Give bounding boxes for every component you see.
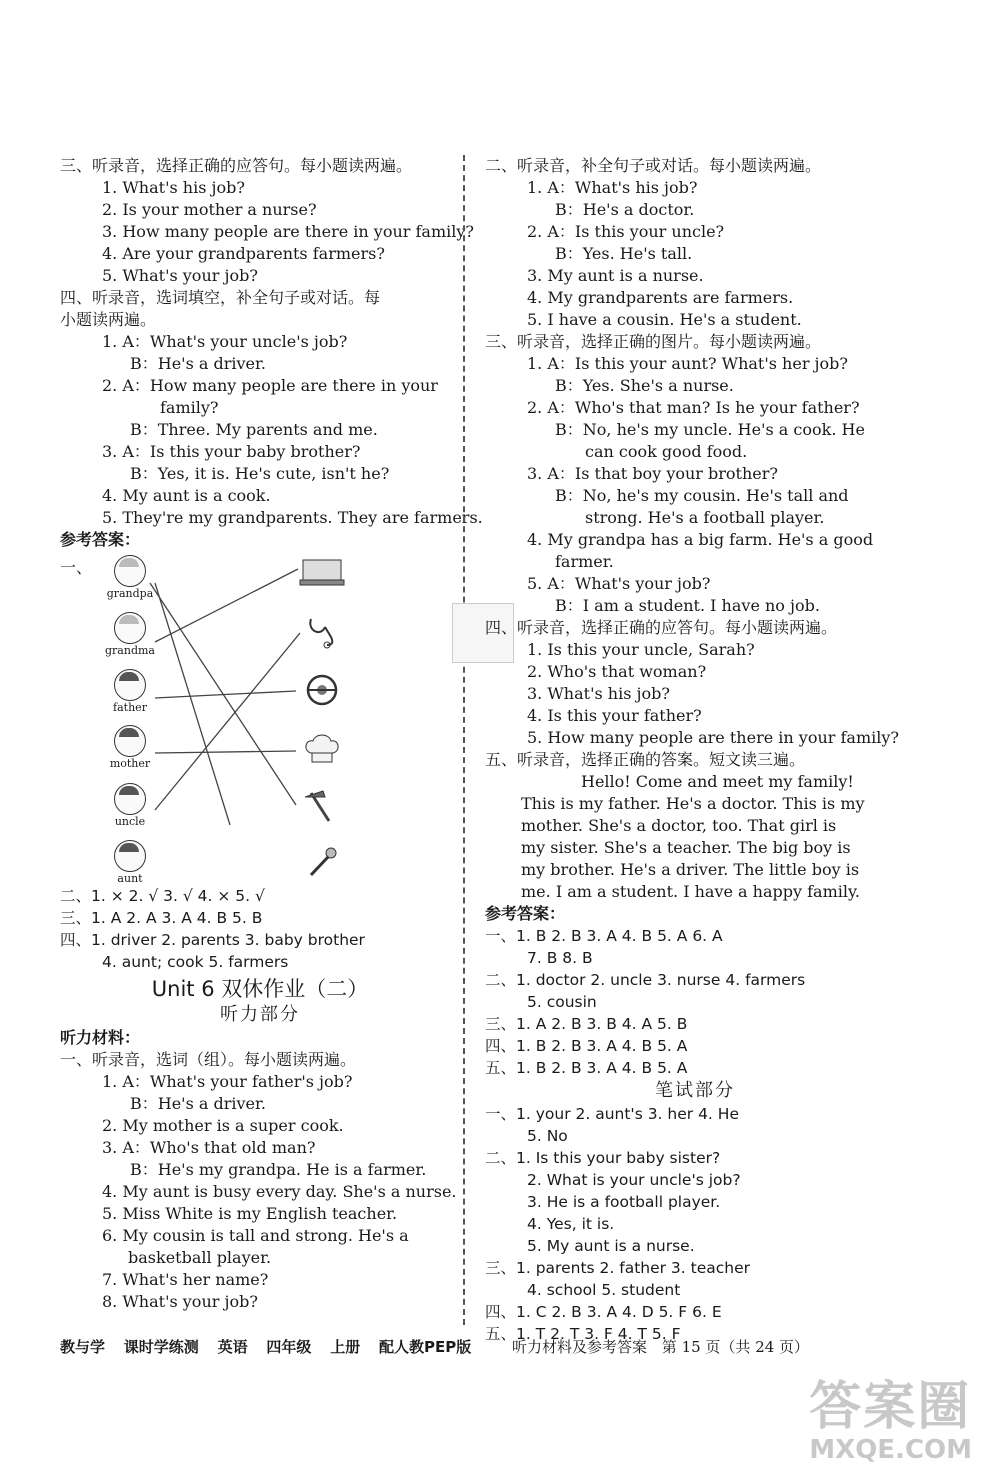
written-answer-1: 一、1. your 2. aunt's 3. her 4. He [485,1105,739,1123]
list-item: can cook good food. [585,442,748,461]
list-item: 5. I have a cousin. He's a student. [527,310,802,329]
list-item: 4. My aunt is a cook. [102,486,271,505]
page-footer [60,1336,910,1358]
answer-4-cont: 4. aunt; cook 5. farmers [102,953,289,971]
matching-diagram [60,555,460,885]
matching-item-mark: 一、 [60,558,93,577]
list-item: B：No, he's my cousin. He's tall and [555,486,849,505]
section-4-title: 四、听录音，选词填空，补全句子或对话。每 [60,288,381,307]
person-aunt [100,840,160,885]
grandma-face-icon [114,612,146,644]
list-item: B：Three. My parents and me. [130,420,378,439]
list-item: 2. What is your uncle's job? [527,1171,741,1189]
list-item: B：Yes. She's a nurse. [555,376,734,395]
answer-2: 二、1. doctor 2. uncle 3. nurse 4. farmers [485,971,806,989]
list-item: B：He's a doctor. [555,200,695,219]
written-answer-5: 五、1. T 2. T 3. F 4. T 5. F [485,1325,681,1343]
person-label: uncle [114,815,146,828]
written-answer-1-cont: 5. No [527,1127,568,1145]
list-item: 2. A：How many people are there in your [102,376,438,395]
watermark [809,1379,972,1465]
list-item: 2. Is your mother a nurse? [102,200,317,219]
list-item: B：He's a driver. [130,354,266,373]
list-item: 1. Is this your uncle, Sarah? [527,640,755,659]
answer-3: 三、1. A 2. B 3. B 4. A 5. B [485,1015,688,1033]
person-label: mother [109,757,151,770]
list-item: 2. A：Is this your uncle? [527,222,725,241]
footer-volume: 上册 [330,1338,361,1356]
list-item: B：He's a driver. [130,1094,266,1113]
list-item: B：He's my grandpa. He is a farmer. [130,1160,427,1179]
written-answer-4: 四、1. C 2. B 3. A 4. D 5. F 6. E [485,1303,722,1321]
unit-title: Unit 6 双休作业（二） [151,977,369,1001]
hoe-icon [298,789,346,823]
list-item: 8. What's your job? [102,1292,258,1311]
answer-4: 四、1. driver 2. parents 3. baby brother [60,931,365,949]
answer-2: 二、1. × 2. √ 3. √ 4. × 5. √ [60,887,265,905]
person-grandpa [100,555,160,600]
answer-1: 一、1. B 2. B 3. A 4. B 5. A 6. A [485,927,723,945]
column-divider [463,155,465,1325]
person-label: aunt [117,872,143,885]
list-item: 4. Are your grandparents farmers? [102,244,385,263]
person-grandma [100,612,160,657]
person-father [100,669,160,714]
watermark-text: 答案圈 [809,1377,972,1437]
section-3-title: 三、听录音，选择正确的应答句。每小题读两遍。 [60,156,413,175]
list-item: 3. My aunt is a nurse. [527,266,704,285]
list-item: B：Yes. He's tall. [555,244,693,263]
answer-4: 四、1. B 2. B 3. A 4. B 5. A [485,1037,688,1055]
footer-subject: 英语 [217,1338,248,1356]
footer-series: 课时学练测 [123,1338,199,1356]
answer-heading: 参考答案： [485,904,566,923]
list-item: 5. What's your job? [102,266,258,285]
list-item: 4. My grandpa has a big farm. He's a good [527,530,874,549]
steering-wheel-icon [298,673,346,707]
person-mother [100,725,160,770]
father-face-icon [114,669,146,701]
list-item: 6. My cousin is tall and strong. He's a [102,1226,409,1245]
stethoscope-icon [298,615,346,649]
section-4-title-cont: 小题读两遍。 [60,310,157,329]
list-item: 1. A：What's your father's job? [102,1072,353,1091]
list-item: B：I am a student. I have no job. [555,596,820,615]
chef-hat-icon [298,731,346,765]
list-item: B：Yes, it is. He's cute, isn't he? [130,464,390,483]
person-label: grandpa [106,587,154,600]
material-heading: 听力材料： [60,1028,141,1047]
list-item: strong. He's a football player. [585,508,825,527]
written-part-title: 笔试部分 [655,1080,735,1101]
microphone-icon [298,845,346,879]
list-item: basketball player. [128,1248,272,1267]
list-item: farmer. [555,552,614,571]
list-item: 4. Yes, it is. [527,1215,615,1233]
matching-lines [60,555,460,885]
list-item: 5. How many people are there in your family? [527,728,899,747]
list-item: 4. Is this your father? [527,706,702,725]
answer-1-cont: 7. B 8. B [527,949,593,967]
list-item: 3. How many people are there in your family? [102,222,474,241]
list-item: 3. What's his job? [527,684,670,703]
right-column [485,155,905,1345]
list-item: 1. A：What's his job? [527,178,698,197]
written-answer-2: 二、1. Is this your baby sister? [485,1149,721,1167]
person-uncle [100,783,160,828]
list-item: 5. A：What's your job? [527,574,711,593]
section-1-title: 一、听录音，选词（组）。每小题读两遍。 [60,1050,357,1069]
list-item: 2. A：Who's that man? Is he your father? [527,398,860,417]
footer-page-number: 第 15 页（共 24 页） [661,1338,810,1356]
list-item: 1. A：What's your uncle's job? [102,332,348,351]
footer-grade: 四年级 [266,1338,312,1356]
computer-icon [298,555,346,589]
written-answer-3-cont: 4. school 5. student [527,1281,681,1299]
list-item: 1. What's his job? [102,178,245,197]
list-item: 3. He is a football player. [527,1193,721,1211]
list-item: 2. Who's that woman? [527,662,707,681]
listening-part-title: 听力部分 [220,1004,300,1025]
written-answer-3: 三、1. parents 2. father 3. teacher [485,1259,751,1277]
section-4-title: 四、听录音，选择正确的应答句。每小题读两遍。 [485,618,838,637]
person-label: father [113,701,147,714]
list-item: 4. My grandparents are farmers. [527,288,794,307]
list-item: 5. My aunt is a nurse. [527,1237,695,1255]
list-item: 3. A：Is that boy your brother? [527,464,778,483]
footer-brand: 教与学 [60,1338,106,1356]
grandpa-face-icon [114,555,146,587]
list-item: 5. They're my grandparents. They are farmers. [102,508,483,527]
section-3-title: 三、听录音，选择正确的图片。每小题读两遍。 [485,332,822,351]
answer-3: 三、1. A 2. A 3. A 4. B 5. B [60,909,263,927]
list-item: 4. My aunt is busy every day. She's a nurse. [102,1182,457,1201]
left-column [60,155,483,1313]
list-item: 5. Miss White is my English teacher. [102,1204,398,1223]
list-item: B：No, he's my uncle. He's a cook. He [555,420,865,439]
list-item: 2. My mother is a super cook. [102,1116,344,1135]
section-2-title: 二、听录音，补全句子或对话。每小题读两遍。 [485,156,822,175]
answer-5: 五、1. B 2. B 3. A 4. B 5. A [485,1059,688,1077]
list-item: 1. A：Is this your aunt? What's her job? [527,354,848,373]
mother-face-icon [114,725,146,757]
list-item: 3. A：Is this your baby brother? [102,442,361,461]
list-item: family? [160,398,219,417]
footer-section: 听力材料及参考答案 [512,1338,648,1356]
list-item: 3. A：Who's that old man? [102,1138,316,1157]
person-label: grandma [105,644,155,657]
section-5-title: 五、听录音，选择正确的答案。短文读三遍。 [485,750,806,769]
passage: Hello! Come and meet my family! This is my father. He's a doctor. This is my mother. She's a doctor, too. That girl is my sister. She's a teacher. The big boy is my brother. He's a driver. The little boy is me. I am a student. I have a happy family. [521,772,865,901]
watermark-url: MXQE.COM [809,1435,972,1465]
footer-edition: 配人教PEP版 [378,1338,472,1356]
list-item: 7. What's her name? [102,1270,269,1289]
uncle-face-icon [114,783,146,815]
answer-heading: 参考答案： [60,530,141,549]
answer-2-cont: 5. cousin [527,993,597,1011]
aunt-face-icon [114,840,146,872]
